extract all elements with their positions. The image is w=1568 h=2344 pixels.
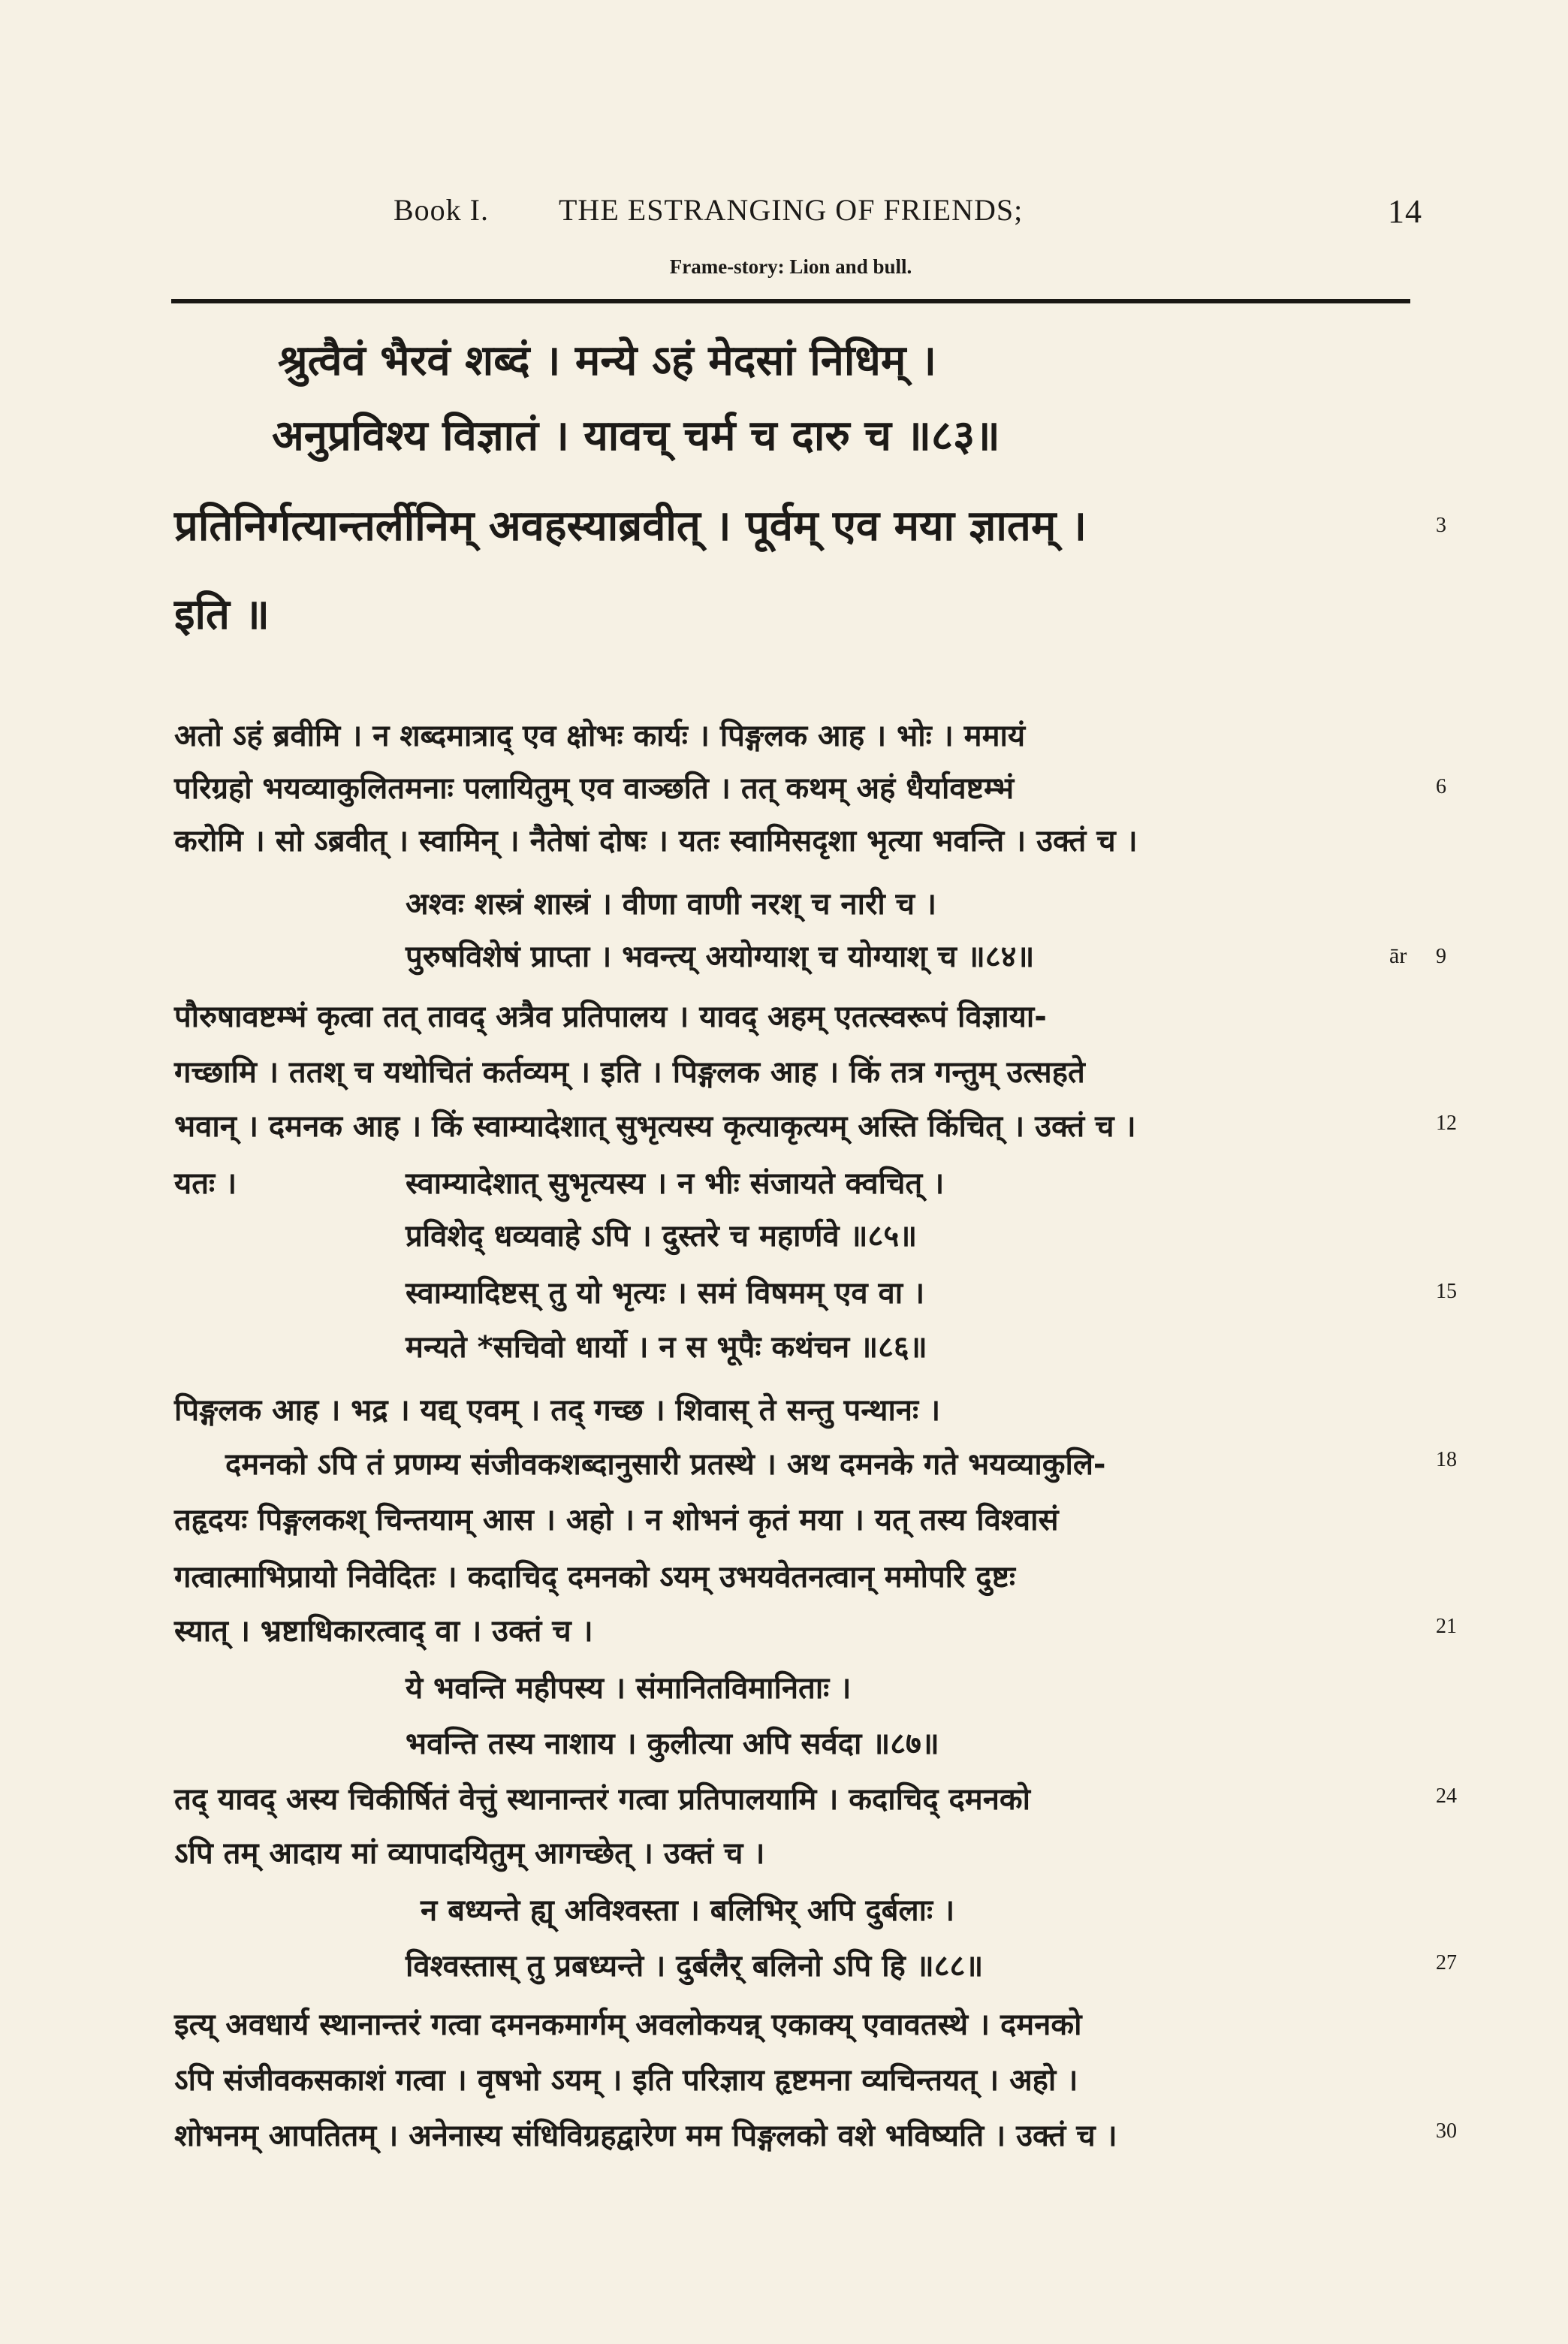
prose-line: गत्वात्माभिप्रायो निवेदितः । कदाचिद् दमनको ऽयम् उभयवेतनत्वान् ममोपरि दुष्टः [174,1560,1016,1594]
book-label: Book I. [394,193,489,227]
prose-line: शोभनम् आपतितम् । अनेनास्य संधिविग्रहद्वारेण मम पिङ्गलको वशे भविष्यति । उक्तं च । [174,2119,1117,2153]
running-header [171,192,1422,237]
margin-line-number: 18 [1436,1448,1457,1471]
verse-line: अश्वः शस्त्रं शास्त्रं । वीणा वाणी नरश् च नारी च । [406,887,937,922]
verse-line: पुरुषविशेषं प्राप्ता । भवन्त्य् अयोग्याश् च योग्याश् च ॥८४॥ [406,940,1035,974]
prose-line: तद् यावद् अस्य चिकीर्षितं वेत्तुं स्थानान्तरं गत्वा प्रतिपालयामि । कदाचिद् दमनको [174,1782,1030,1817]
margin-line-number: 9 [1436,945,1446,968]
verse-line: प्रविशेद् धव्यवाहे ऽपि । दुस्तरे च महार्णवे ॥८५॥ [406,1219,918,1253]
verse-line: स्वाम्यादेशात् सुभृत्यस्य । न भीः संजायते क्वचित् । [406,1166,945,1201]
margin-line-number: 6 [1436,775,1446,798]
verse-line: विश्वस्तास् तु प्रबध्यन्ते । दुर्बलैर् बलिनो ऽपि हि ॥८८॥ [406,1949,984,1984]
prose-line: भवान् । दमनक आह । किं स्वाम्यादेशात् सुभृत्यस्य कृत्याकृत्यम् अस्ति किंचित् । उक्तं च । [174,1109,1136,1144]
margin-line-number: 30 [1436,2119,1457,2143]
prose-line: करोमि । सो ऽब्रवीत् । स्वामिन् । नैतेषां दोषः । यतः स्वामिसदृशा भृत्या भवन्ति । उक्तं च । [174,824,1138,858]
verse-line: श्रुत्वैवं भैरवं शब्दं । मन्ये ऽहं मेदसां निधिम् । [278,336,937,385]
prose-line: तहृदयः पिङ्गलकश् चिन्तयाम् आस । अहो । न शोभनं कृतं मया । यत् तस्य विश्वासं [174,1503,1059,1537]
page-title: THE ESTRANGING OF FRIENDS; [559,193,1024,227]
verse-line: ये भवन्ति महीपस्य । संमानितविमानिताः । [406,1671,852,1706]
prose-line: प्रतिनिर्गत्यान्तर्लीनिम् अवहस्याब्रवीत् । पूर्वम् एव मया ज्ञातम् । [174,502,1087,551]
prose-line: यतः । [174,1166,237,1201]
prose-line: गच्छामि । ततश् च यथोचितं कर्तव्यम् । इति । पिङ्गलक आह । किं तत्र गन्तुम् उत्सहते [174,1055,1085,1090]
margin-line-number: 21 [1436,1615,1457,1638]
margin-line-number: 27 [1436,1951,1457,1974]
prose-line: स्यात् । भ्रष्टाधिकारत्वाद् वा । उक्तं च । [174,1614,593,1649]
prose-line: ऽपि तम् आदाय मां व्यापादयितुम् आगच्छेत् । उक्तं च । [174,1836,765,1871]
margin-line-number: 15 [1436,1280,1457,1303]
header-rule [171,299,1410,303]
prose-line: पिङ्गलक आह । भद्र । यद्य् एवम् । तद् गच्छ । शिवास् ते सन्तु पन्थानः । [174,1393,941,1428]
verse-line: स्वाम्यादिष्टस् तु यो भृत्यः । समं विषमम् एव वा । [406,1276,925,1311]
margin-line-number: 12 [1436,1112,1457,1135]
prose-line: ऽपि संजीवकसकाशं गत्वा । वृषभो ऽयम् । इति परिज्ञाय हृष्टमना व्यचिन्तयत् । अहो । [174,2063,1078,2098]
margin-line-number: 24 [1436,1784,1457,1808]
prose-line: पौरुषावष्टम्भं कृत्वा तत् तावद् अत्रैव प्रतिपालय । यावद् अहम् एतत्स्वरूपं विज्ञाया- [174,1000,1047,1034]
margin-line-number: 3 [1436,514,1446,537]
prose-line: इत्य् अवधार्य स्थानान्तरं गत्वा दमनकमार्गम् अवलोकयन्न् एकाक्य् एवावतस्थे । दमनको [174,2008,1082,2042]
prose-line: दमनको ऽपि तं प्रणम्य संजीवकशब्दानुसारी प्रतस्थे । अथ दमनके गते भयव्याकुलि- [225,1447,1106,1482]
verse-line: न बध्यन्ते ह्य् अविश्वस्ता । बलिभिर् अपि दुर्बलाः । [421,1893,955,1928]
prose-line: इति ॥ [174,590,270,639]
verse-line: अनुप्रविश्य विज्ञातं । यावच् चर्म च दारु च ॥८३॥ [272,412,1000,460]
page-number: 14 [1388,193,1422,230]
section-subtitle: Frame-story: Lion and bull. [669,255,912,278]
prose-line: अतो ऽहं ब्रवीमि । न शब्दमात्राद् एव क्षोभः कार्यः । पिङ्गलक आह । भोः । ममायं [174,719,1026,753]
verse-line: भवन्ति तस्य नाशाय । कुलीत्या अपि सर्वदा ॥८७॥ [406,1727,939,1761]
verse-line: मन्यते *सचिवो धार्यो । न स भूपैः कथंचन ॥८६॥ [406,1330,927,1365]
margin-note: ār [1389,943,1407,968]
prose-line: परिग्रहो भयव्याकुलितमनाः पलायितुम् एव वाञ्छति । तत् कथम् अहं धैर्यावष्टम्भं [174,771,1015,806]
